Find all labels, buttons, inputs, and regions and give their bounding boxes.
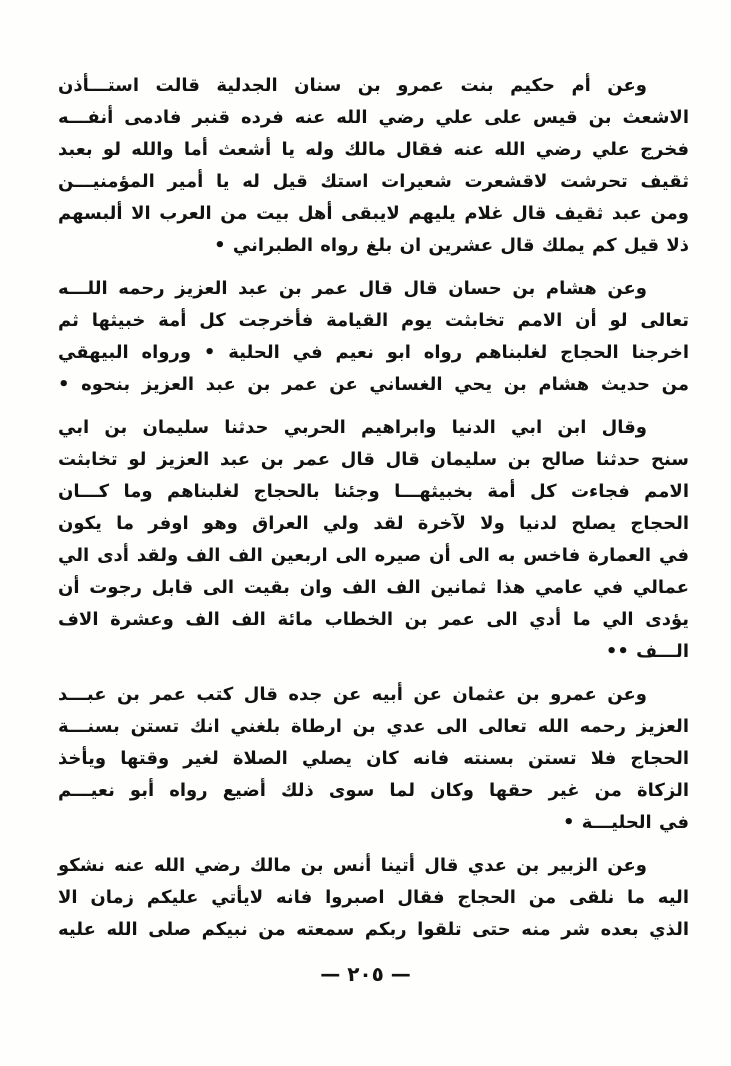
text-line: الامم فجاءت كل أمة بخبيثهـــا وجئنا بالحجاج لغلبناهم وما كـــان [58,481,689,502]
text-line: سنح حدثنا صالح بن سليمان قال قال عمر بن عبد العزيز لو تخابثت [58,449,689,470]
page-number: — ٢٠٥ — [320,962,411,986]
text-line: ذلا قيل كم يملك قال عشرين ان بلغ رواه الطبراني • [214,235,689,256]
text-line: وعن هشام بن حسان قال قال عمر بن عبد العزيز رحمه اللـــه [58,278,647,299]
body-text [58,70,689,957]
paragraph-4 [58,679,689,839]
text-line: في الحليـــة • [562,812,689,833]
text-line: من حديث هشام بن يحي الغساني عن عمر بن عبد العزيز بنحوه • [58,374,689,395]
text-line: ومن عبد ثقيف قال غلام يليهم لايبقى أهل بيت من العرب الا ألبسهم [58,203,689,224]
text-line: وقال ابن ابي الدنيا وابراهيم الحربي حدثنا سليمان بن ابي [58,417,647,438]
text-line: الزكاة من غير حقها وكان لما سوى ذلك أضيع رواه أبو نعيـــم [58,780,689,801]
text-line: الاشعث بن قيس على علي رضي الله عنه فرده قنبر فادمى أنفـــه [58,107,689,128]
text-line: العزيز رحمه الله تعالى الى عدي بن ارطاة بلغني انك تستن بسنـــة [58,716,689,737]
text-line: عمالي في عامي هذا ثمانين الف الف وان بقيت الى قابل رجوت أن [58,577,689,598]
text-line: اليه ما نلقى من الحجاج فقال اصبروا فانه لايأتي عليكم زمان الا [58,887,689,908]
text-line: وعن الزبير بن عدي قال أتينا أنس بن مالك رضي الله عنه نشكو [58,855,647,876]
text-line: الذي بعده شر منه حتى تلقوا ربكم سمعته من نبيكم صلى الله عليه [58,919,689,940]
text-line: فخرج علي رضي الله عنه فقال مالك وله يا أشعث أما والله لو بعبد [58,139,689,160]
paragraph-1 [58,70,689,262]
paragraph-2 [58,273,689,401]
text-line: الحجاج فلا تستن بسنته فانه كان يصلي الصلاة لغير وقتها ويأخذ [58,748,689,769]
text-line: يؤدى الي ما أدي الى عمر بن الخطاب مائة الف الف وعشرة الاف [58,609,689,630]
text-line: في العمارة فاخس به الى أن صيره الى اربعين الف الف ولقد أدى الي [58,545,689,566]
text-line: ثقيف تحرشت لاقشعرت شعيرات استك قيل له يا أمير المؤمنيـــن [58,171,689,192]
text-line: اخرجنا الحجاج لغلبناهم رواه ابو نعيم في الحلية • ورواه البيهقي [58,342,689,363]
text-line: وعن عمرو بن عثمان عن أبيه عن جده قال كتب عمر بن عبـــد [58,684,647,705]
text-line: الحجاج يصلح لدنيا ولا لآخرة لقد ولي العراق وهو اوفر ما يكون [58,513,689,534]
text-line: وعن أم حكيم بنت عمرو بن سنان الجدلية قالت استـــأذن [58,75,647,96]
paragraph-3 [58,412,689,668]
paragraph-5 [58,850,689,946]
text-line: الـــف •• [605,641,689,662]
text-line: تعالى لو أن الامم تخابثت يوم القيامة فأخرجت كل أمة خبيثها ثم [58,310,689,331]
